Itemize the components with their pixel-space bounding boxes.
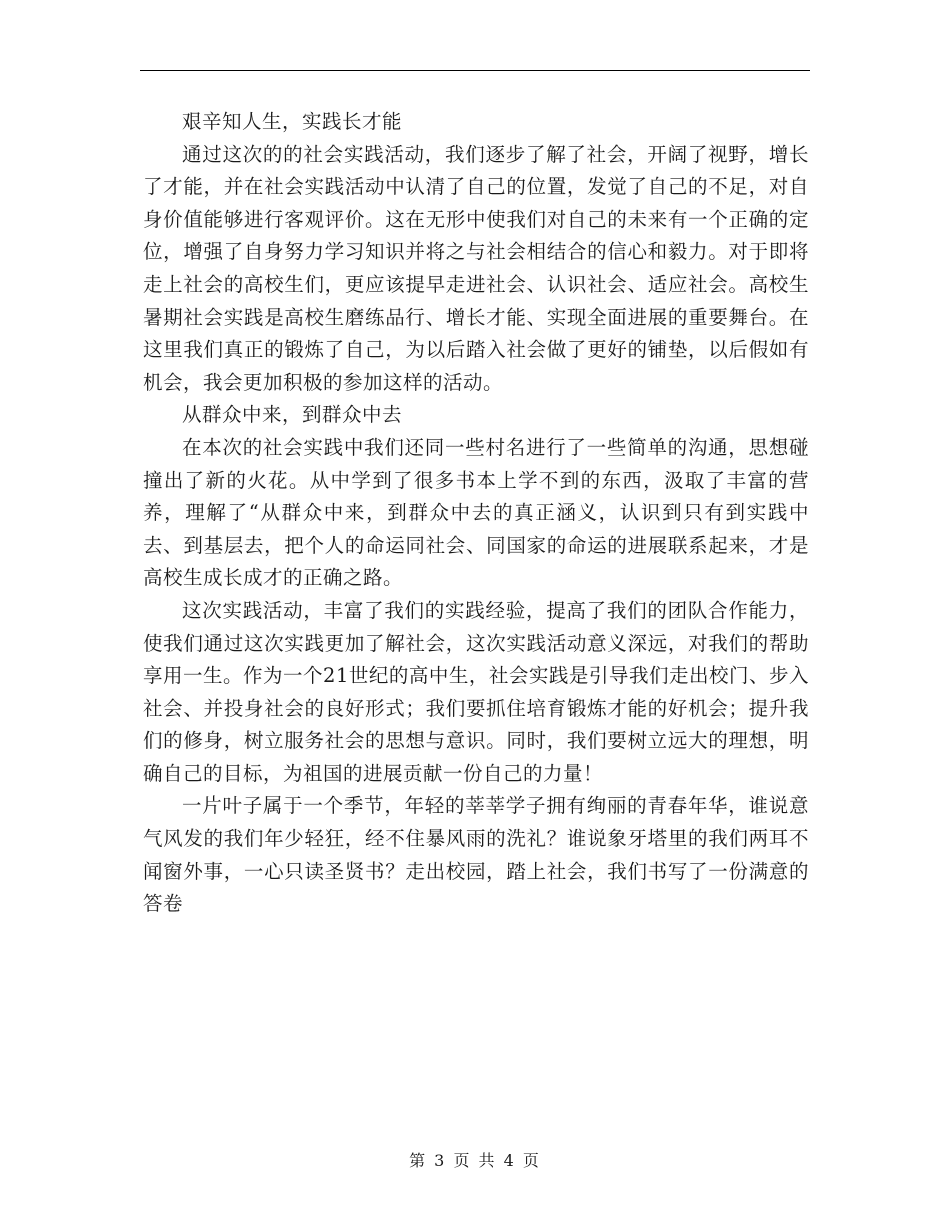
paragraph: 这次实践活动，丰富了我们的实践经验，提高了我们的团队合作能力，使我们通过这次实践更加了解社会，这次实践活动意义深远，对我们的帮助享用一生。作为一个21世纪的高中生，社会实践是引导我们走出校门、步入社会、并投身社会的良好形式；我们要抓住培育锻炼才能的好机会；提升我们的修身，树立服务社会的思想与意识。同时，我们要树立远大的理想，明确自己的目标，为祖国的进展贡献一份自己的力量！: [143, 598, 809, 785]
paragraph: 通过这次的的社会实践活动，我们逐步了解了社会，开阔了视野，增长了才能，并在社会实践活动中认清了自己的位置，发觉了自己的不足，对自身价值能够进行客观评价。这在无形中使我们对自己的未来有一个正确的定位，增强了自身努力学习知识并将之与社会相结合的信心和毅力。对于即将走上社会的高校生们，更应该提早走进社会、认识社会、适应社会。高校生暑期社会实践是高校生磨练品行、增长才能、实现全面进展的重要舞台。在这里我们真正的锻炼了自己，为以后踏入社会做了更好的铺垫，以后假如有机会，我会更加积极的参加这样的活动。: [143, 142, 809, 394]
paragraph: 在本次的社会实践中我们还同一些村名进行了一些简单的沟通，思想碰撞出了新的火花。从中学到了很多书本上学不到的东西，汲取了丰富的营养，理解了“从群众中来，到群众中去的真正涵义，认识到只有到实践中去、到基层去，把个人的命运同社会、同国家的命运的进展联系起来，才是高校生成长成才的正确之路。: [143, 435, 809, 590]
page-number-footer: 第 3 页 共 4 页: [409, 1151, 541, 1170]
header-rule: [140, 70, 810, 71]
document-body: [143, 106, 809, 921]
paragraph: 一片叶子属于一个季节，年轻的莘莘学子拥有绚丽的青春年华，谁说意气风发的我们年少轻狂，经不住暴风雨的洗礼？谁说象牙塔里的我们两耳不闻窗外事，一心只读圣贤书？走出校园，踏上社会，我们书写了一份满意的答卷: [143, 794, 809, 916]
section-heading: 艰辛知人生，实践长才能: [182, 110, 403, 133]
section-heading: 从群众中来，到群众中去: [182, 403, 403, 427]
